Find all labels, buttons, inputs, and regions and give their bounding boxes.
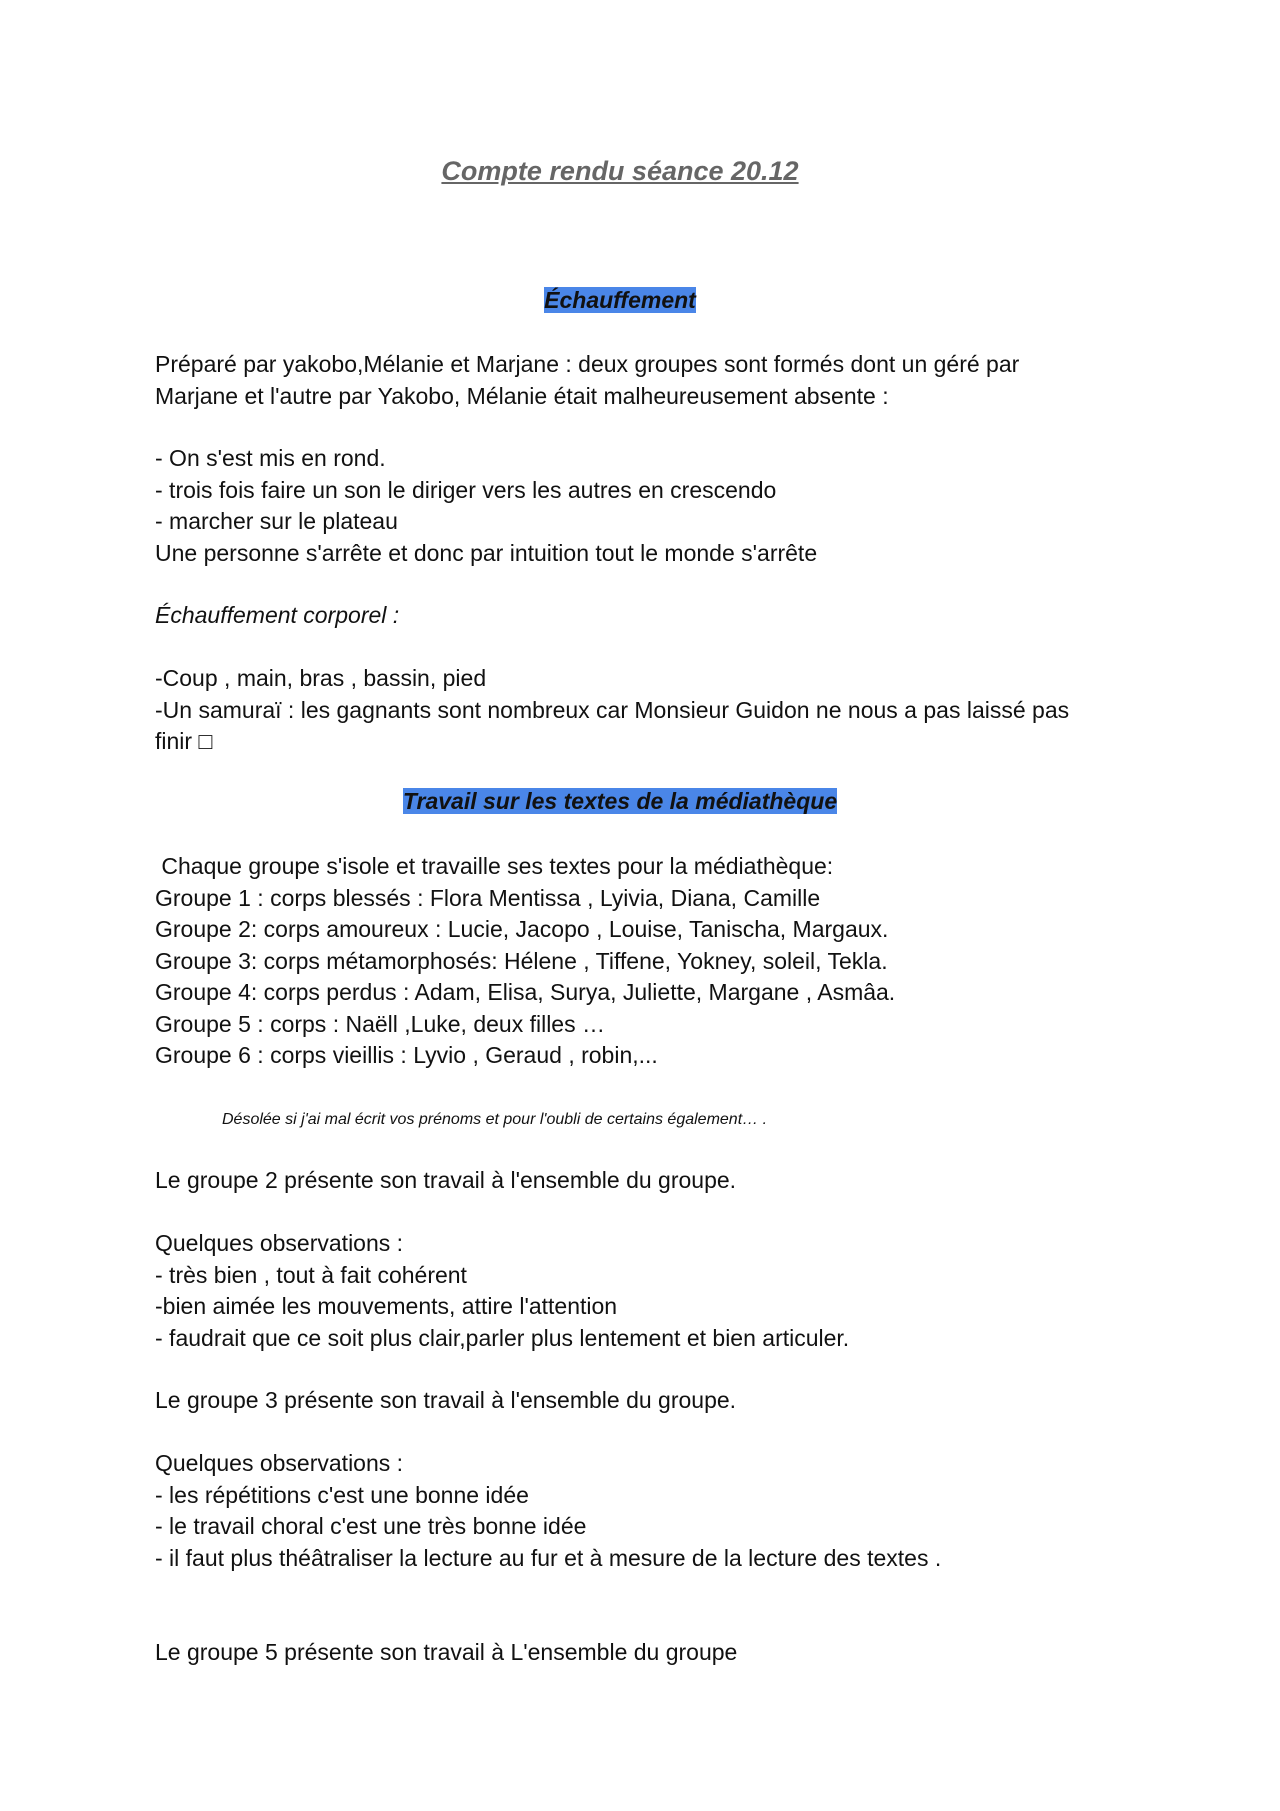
list-item: - marcher sur le plateau — [155, 508, 398, 534]
list-item: finir □ — [155, 728, 213, 754]
group5-presentation: Le groupe 5 présente son travail à L'ensemble du groupe — [155, 1639, 738, 1665]
section-heading-echauffement-label: Échauffement — [544, 287, 696, 313]
section-heading-echauffement — [0, 285, 1240, 315]
document-title: Compte rendu séance 20.12 — [441, 156, 799, 186]
list-item: -Coup , main, bras , bassin, pied — [155, 665, 487, 691]
list-item: -bien aimée les mouvements, attire l'attention — [155, 1293, 618, 1319]
list-item: - les répétitions c'est une bonne idée — [155, 1481, 529, 1508]
list-item: Une personne s'arrête et donc par intuition tout le monde s'arrête — [155, 539, 818, 566]
list-item: Groupe 5 : corps : Naëll ,Luke, deux filles … — [155, 1010, 605, 1037]
echauffement-corporel-list — [155, 663, 1135, 758]
observations-group3 — [155, 1448, 1135, 1574]
list-item: Quelques observations : — [155, 1230, 404, 1256]
apology-note: Désolée si j'ai mal écrit vos prénoms et pour l'oubli de certains également… . — [222, 1111, 768, 1128]
list-item: Groupe 3: corps métamorphosés: Hélene , Tiffene, Yokney, soleil, Tekla. — [155, 947, 888, 974]
list-item: Groupe 1 : corps blessés : Flora Mentissa , Lyivia, Diana, Camille — [155, 884, 821, 911]
echauffement-intro — [155, 349, 1135, 412]
list-item: Groupe 6 : corps vieillis : Lyvio , Geraud , robin,... — [155, 1042, 658, 1068]
list-item: - On s'est mis en rond. — [155, 445, 386, 471]
intro-line: Marjane et l'autre par Yakobo, Mélanie était malheureusement absente : — [155, 382, 889, 409]
list-item: - très bien , tout à fait cohérent — [155, 1261, 467, 1288]
list-item: Quelques observations : — [155, 1450, 404, 1476]
groups-list — [155, 851, 1135, 1072]
list-item: - le travail choral c'est une très bonne idée — [155, 1513, 587, 1539]
observations-group2 — [155, 1228, 1135, 1354]
list-item: Chaque groupe s'isole et travaille ses textes pour la médiathèque: — [155, 853, 834, 879]
list-item: - faudrait que ce soit plus clair,parler plus lentement et bien articuler. — [155, 1324, 850, 1351]
echauffement-corporel-label: Échauffement corporel : — [155, 602, 400, 628]
list-item: - il faut plus théâtraliser la lecture au fur et à mesure de la lecture des textes . — [155, 1544, 942, 1571]
intro-line: Préparé par yakobo,Mélanie et Marjane : deux groupes sont formés dont un géré par — [155, 351, 1020, 377]
list-item: -Un samuraï : les gagnants sont nombreux car Monsieur Guidon ne nous a pas laissé pas — [155, 696, 1070, 723]
section-heading-travail-label: Travail sur les textes de la médiathèque — [402, 788, 838, 814]
echauffement-list — [155, 443, 1135, 569]
group3-presentation: Le groupe 3 présente son travail à l'ensemble du groupe. — [155, 1387, 737, 1413]
section-heading-travail — [0, 786, 1240, 816]
group2-presentation: Le groupe 2 présente son travail à l'ensemble du groupe. — [155, 1167, 737, 1193]
list-item: Groupe 2: corps amoureux : Lucie, Jacopo , Louise, Tanischa, Margaux. — [155, 916, 889, 942]
list-item: Groupe 4: corps perdus : Adam, Elisa, Surya, Juliette, Margane , Asmâa. — [155, 979, 896, 1005]
list-item: - trois fois faire un son le diriger vers les autres en crescendo — [155, 476, 777, 503]
